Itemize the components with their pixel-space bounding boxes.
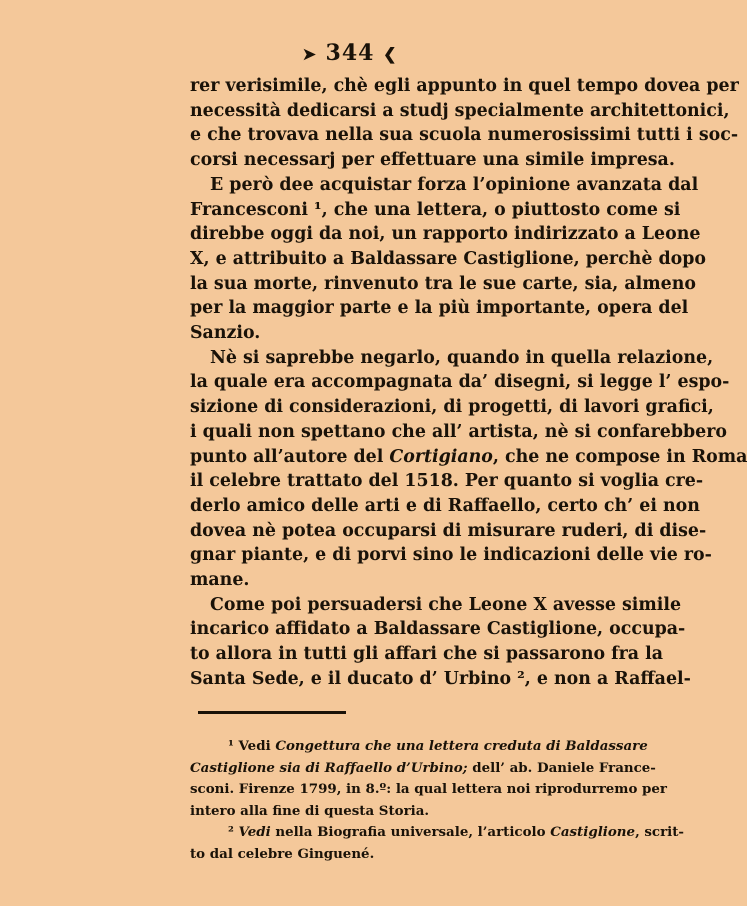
text-line: incarico affidato a Baldassare Castiglione, occupa- <box>190 619 686 640</box>
text-line: Sanzio. <box>190 323 261 344</box>
text-line: e che trovava nella sua scuola numerosissimi tutti i soc- <box>190 125 739 146</box>
text-line: X, e attribuito a Baldassare Castiglione, perchè dopo <box>190 248 706 269</box>
text-line: Francesconi ¹, che una lettera, o piuttosto come si <box>190 199 681 220</box>
footnote-line: to dal celebre Ginguené. <box>190 845 375 862</box>
text-line: Come poi persuadersi che Leone X avesse simile <box>210 594 682 615</box>
right-ornament-icon: ❮ <box>383 44 398 64</box>
body-text <box>190 74 747 692</box>
footnote-line: sconi. Firenze 1799, in 8.º: la qual lettera noi riprodurremo per <box>190 781 667 798</box>
left-ornament-icon: ➤ <box>302 44 317 64</box>
text-line: to allora in tutti gli affari che si passarono fra la <box>190 644 664 665</box>
text-line: direbbe oggi da noi, un rapporto indirizzato a Leone <box>190 224 701 245</box>
text-line: dovea nè potea occuparsi di misurare ruderi, di dise- <box>190 520 707 541</box>
text-line: mane. <box>190 570 250 591</box>
text-line: necessità dedicarsi a studj specialmente architettonici, <box>190 100 730 121</box>
footnotes <box>190 736 684 866</box>
text-line: gnar piante, e di porvi sino le indicazioni delle vie ro- <box>190 545 712 566</box>
text-line: E però dee acquistar forza l’opinione avanzata dal <box>210 174 699 195</box>
footnote-line: intero alla fine di questa Storia. <box>190 802 430 819</box>
text-line: rer verisimile, chè egli appunto in quel tempo dovea per <box>190 76 739 96</box>
text-line: per la maggior parte e la più importante, opera del <box>190 298 689 319</box>
page-header <box>0 40 700 66</box>
page-number: 344 <box>325 40 375 66</box>
text-line: Santa Sede, e il ducato d’ Urbino ², e non a Raffael- <box>190 668 691 689</box>
text-line: punto all’autore del Cortigiano, che ne compose in Roma <box>190 446 747 467</box>
text-line: sizione di considerazioni, di progetti, di lavori grafici, <box>190 397 714 418</box>
text-line: la sua morte, rinvenuto tra le sue carte, sia, almeno <box>190 273 696 294</box>
footnote-rule <box>198 711 346 714</box>
text-line: Nè si saprebbe negarlo, quando in quella relazione, <box>210 347 714 368</box>
footnote-line: ¹ Vedi Congettura che una lettera creduta di Baldassare <box>228 738 648 754</box>
text-line: la quale era accompagnata da’ disegni, si legge l’ espo- <box>190 372 730 393</box>
text-line: derlo amico delle arti e di Raffaello, certo ch’ ei non <box>190 495 700 516</box>
text-line: il celebre trattato del 1518. Per quanto si voglia cre- <box>190 471 704 492</box>
footnote-line: Castiglione sia di Raffaello d’Urbino; dell’ ab. Daniele France- <box>190 759 656 776</box>
text-line: corsi necessarj per effettuare una simile impresa. <box>190 150 675 171</box>
text-line: i quali non spettano che all’ artista, nè si confarebbero <box>190 421 727 442</box>
footnote-line: ² Vedi nella Biografia universale, l’articolo Castiglione, scrit- <box>228 824 684 841</box>
